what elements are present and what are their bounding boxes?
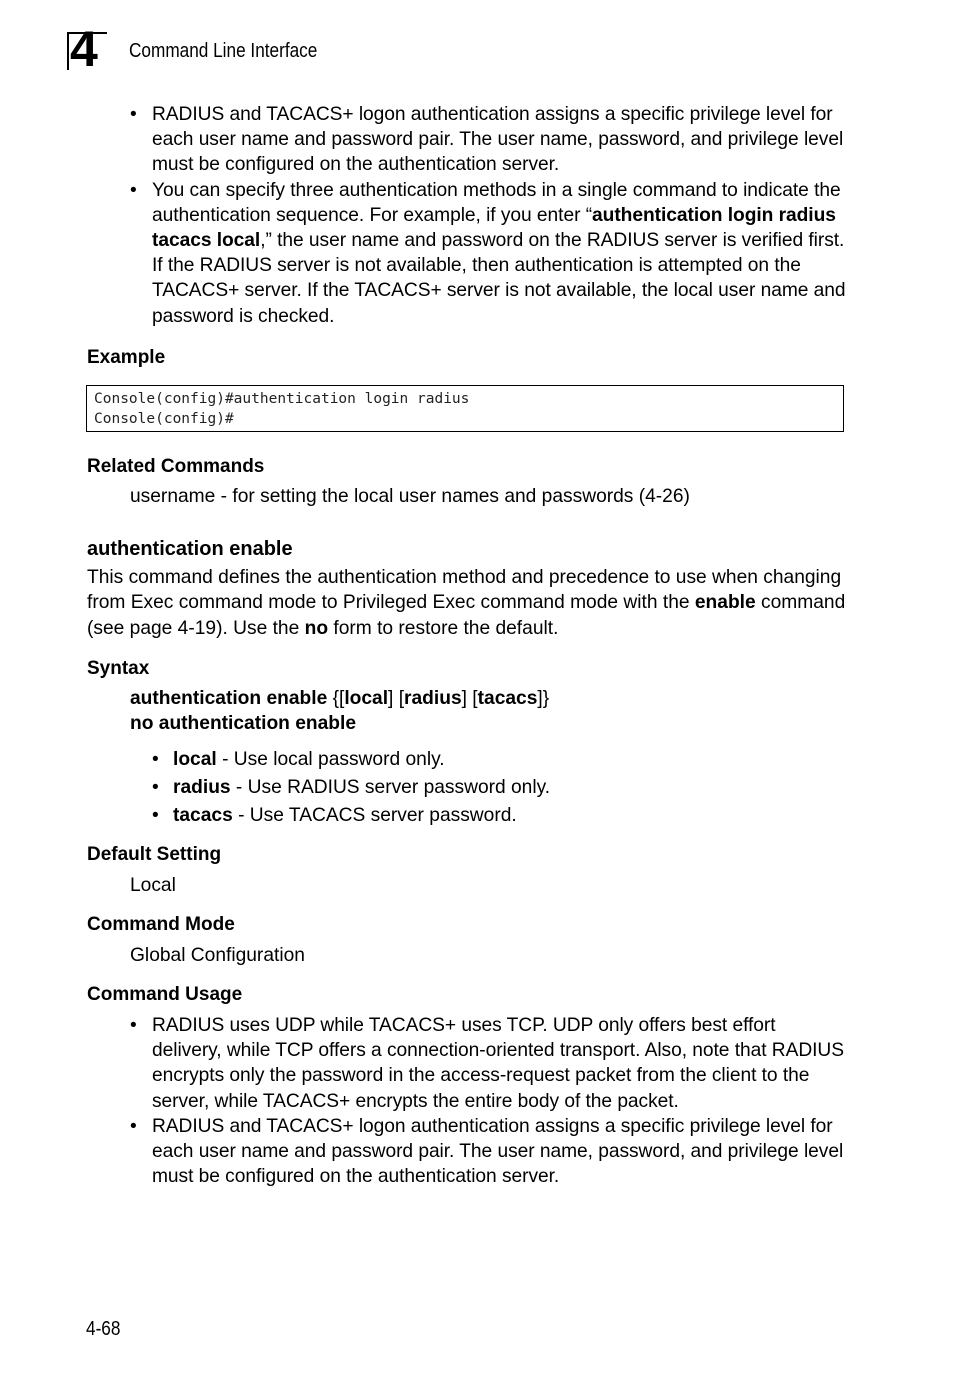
bullet-icon: • (130, 1015, 137, 1036)
description-text: command (see page 4-19). Use the (87, 592, 846, 639)
running-header-title: Command Line Interface (129, 40, 318, 62)
list-item-text: RADIUS uses UDP while TACACS+ uses TCP. UDP only offers best effort delivery, while TCP offers a connection-oriented transport. Also, note that RADIUS encrypts only the password in the access-request packet from the client to the server, while TACACS+ encrypts the entire body of the packet. (152, 1015, 844, 1112)
bullet-icon: • (152, 777, 159, 798)
code-line: Console(config)# (94, 411, 234, 427)
syntax-command-name: authentication enable (130, 688, 328, 709)
list-item (130, 1013, 850, 1114)
list-item-text: RADIUS and TACACS+ logon authentication assigns a specific privilege level for each user name and password pair. The user name, password, and privilege level must be configured on the authentication server. (152, 1115, 844, 1188)
syntax-no-form (130, 711, 356, 736)
syntax-no-form-text: no authentication enable (130, 713, 357, 734)
command-usage-list (130, 1013, 850, 1189)
option-name: tacacs (173, 805, 233, 826)
section-title: authentication enable (87, 538, 293, 560)
list-item-text: RADIUS and TACACS+ logon authentication assigns a specific privilege level for each user name and password pair. The user name, password, and privilege level must be configured on the authentication server. (152, 104, 844, 176)
description-text: This command defines the authentication method and precedence to use when changing from Exec command mode to Privileged Exec command mode with the (87, 567, 842, 614)
command-usage-heading: Command Usage (87, 984, 243, 1005)
list-item-command: authentication login radius tacacs local (152, 204, 836, 252)
syntax-option: local (344, 688, 389, 709)
description-keyword: no (304, 617, 329, 639)
code-line: Console(config)#authentication login radius (94, 391, 470, 407)
list-item (130, 102, 850, 178)
page-number: 4-68 (86, 1318, 121, 1340)
list-item (152, 802, 550, 830)
chapter-marker-line (67, 32, 69, 70)
default-setting-value: Local (130, 875, 176, 896)
code-example-box (86, 385, 844, 432)
bullet-icon: • (130, 1115, 137, 1137)
bullet-icon: • (130, 179, 137, 201)
command-mode-heading: Command Mode (87, 914, 235, 935)
option-desc: - Use TACACS server password. (232, 805, 517, 826)
syntax-bracket: ] [ (461, 688, 478, 709)
default-setting-heading: Default Setting (87, 844, 222, 865)
syntax-option: tacacs (477, 688, 538, 709)
list-item (130, 178, 850, 329)
top-usage-list (130, 102, 850, 329)
section-description (87, 565, 847, 641)
list-item (152, 746, 550, 774)
bullet-icon: • (152, 749, 159, 770)
syntax-bracket: {[ (327, 688, 345, 709)
list-item (130, 1114, 850, 1190)
list-item-text-pre: You can specify three authentication methods in a single command to indicate the authentication sequence. For example, if you enter “ (152, 179, 841, 226)
option-name: local (173, 749, 217, 770)
option-name: radius (173, 777, 231, 798)
syntax-options-list (152, 746, 550, 830)
description-text: form to restore the default. (328, 617, 559, 639)
related-commands-text: username - for setting the local user names and passwords (4-26) (130, 486, 690, 507)
chapter-number: 4 (70, 21, 98, 77)
syntax-command (130, 686, 549, 711)
syntax-option: radius (404, 688, 462, 709)
description-keyword: enable (694, 592, 756, 614)
syntax-bracket: ] [ (388, 688, 405, 709)
command-mode-value: Global Configuration (130, 945, 305, 966)
list-item-text-post: ,” the user name and password on the RADIUS server is verified first. If the RADIUS server is not available, then authentication is attempted on the TACACS+ server. If the TACACS+ server is not available, the local user name and password is checked. (152, 230, 846, 327)
option-desc: - Use RADIUS server password only. (230, 777, 551, 798)
related-commands-heading: Related Commands (87, 456, 265, 477)
list-item (152, 774, 550, 802)
syntax-heading: Syntax (87, 658, 150, 679)
bullet-icon: • (152, 805, 159, 826)
syntax-bracket: ]} (537, 688, 550, 709)
option-desc: - Use local password only. (216, 749, 445, 770)
bullet-icon: • (130, 104, 137, 125)
example-heading: Example (87, 347, 166, 368)
